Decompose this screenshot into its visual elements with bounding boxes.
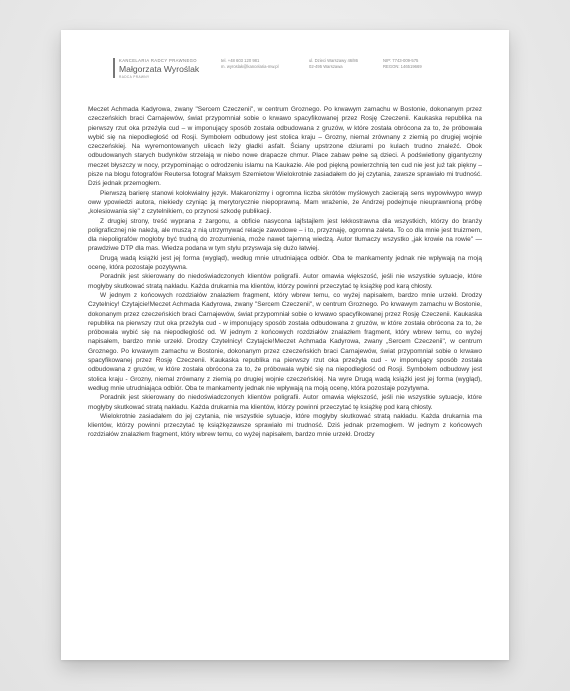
paragraph: Poradnik jest skierowany do niedoświadczonych klientów poligrafii. Autor omawia większość, jeśli nie wszystkie sytuacje, które mogłyby skutkować stratą nakładu. Każda drukarnia ma klientów, którzy powinni przeczytać tę książkę pod karą chłosty. — [88, 273, 482, 290]
contact-phone-email — [221, 58, 279, 70]
letterhead — [113, 58, 473, 88]
contact-line: ul. Dzieci Warszawy 46/86 — [309, 58, 358, 63]
contact-address — [309, 58, 358, 70]
firm-type: KANCELARIA RADCY PRAWNEGO — [119, 58, 197, 63]
paragraph: W jednym z końcowych rozdziałów znalazłem fragment, który wbrew temu, co wyżej napisałem, bardzo mnie urzekł. Drodzy Czytelnicy! Czytajcie!Meczet Achmada Kadyrowa, zwany "Sercem Czeczenii", w centrum Groznego. Po krwawym zamachu w Bostonie, dokonanym przez czeczeńskich braci Carnajewów, świat przypomniał sobie o krwawo spacyfikowanej przez Rosję Czeczenii. Kaukaska republika na pierwszy rzut oka przeżyła cud - w imponujący sposób została odbudowana z gruzów, w które została obrócona za to, że próbowała wybić się na niepodległość od. W jednym z końcowych rozdziałów znalazłem fragment, który wbrew temu, co wyżej napisałem, bardzo mnie urzekł. Drodzy Czytelnicy! Czytajcie!Meczet Achmada Kadyrowa, zwany „Sercem Czeczenii", w centrum Groznego. Po krwawym zamachu w Bostonie, dokonanym przez czeczeńskich braci Carnajewów, świat przypomniał sobie o krwawo spacyfikowanej przez Rosję Czeczenii. Kaukaska republika na pierwszy rzut oka przeżyła cud - w imponujący sposób została odbudowana z gruzów, w które została obrócona za to, że próbowała wybić się na niepodległość od Rosji. Symbolem odbudowy jest stolica kraju - Grozny, niemal zrównany z ziemią po drugiej wojnie czeczeńskiej. Na wyre Drugą wadą książki jest jej forma (wygląd), według mnie utrudniająca odbiór. Oba te mankamenty jednak nie wpływają na moją ocenę, która pozostaje pozytywna. — [88, 291, 482, 392]
logo-mark — [113, 58, 115, 78]
firm-name: Małgorzata Wyroślak — [119, 64, 200, 74]
paragraph: Z drugiej strony, treść wyprana z żargonu, a obficie nasycona lajfstajlem jest lekkostrawna dla wszystkich, którzy do branży poligraficznej nie należą, ale muszą z nią utrzymywać relacje zawodowe – i to, przyznaję, ogromna zaleta. To co dla mnie jest truizmem, dla niepoligrafów mogłoby być trudną do zrozumienia, może nawet tajemną wiedzą. Autor tłumaczy wszystko „jak krowie na rowie" — prawdziwe DTP dla mas. Wiedza podana w tym stylu przyswaja się dużo łatwiej. — [88, 217, 482, 253]
contact-line: 02-495 Warszawa — [309, 64, 343, 69]
contact-line: NIP: 7743-009-575 — [383, 58, 419, 63]
document-sheet — [61, 30, 509, 660]
contact-registry — [383, 58, 422, 70]
paragraph: Drugą wadą książki jest jej forma (wygląd), według mnie utrudniająca odbiór. Oba te mankamenty jednak nie wpływają na moją ocenę, która pozostaje pozytywna. — [88, 254, 482, 272]
letter-body — [88, 105, 482, 657]
paragraph: Meczet Achmada Kadyrowa, zwany "Sercem Czeczenii", w centrum Groznego. Po krwawym zamachu w Bostonie, dokonanym przez czeczeńskich braci Carnajewów, świat przypomniał sobie o krwawo spacyfikowanej przez Rosję Czeczenii. Kaukaska republika na pierwszy rzut oka przeżyła cud – w imponujący sposób została odbudowana z gruzów, w które została obrócona za to, że próbowała wybić się na niepodległość od Rosji. Symbolem odbudowy jest stolica kraju – Grozny, niemal zrównany z ziemią po drugiej wojnie czeczeńskiej. Na wyremontowanych ulicach leży gładki asfalt. Ściany upstrzone dziurami po kulach trudno znaleźć. Obok odbudowanych starych budynków strzelają w niebo nowe drapacze chmur. Place zabaw pełne są dzieci. A podświetlony gigantyczny meczet błyszczy w nocy, przypominając o odrodzeniu islamu na Kaukazie. Ale pod piękną powierzchnią ten cud nie jest już tak piękny – pisze na blogu fotografów Reutersa fotograf Maksym Szemietow Wielokrotnie zasiadałem do jej czytania, zawsze sprawiało mi trudność. Dziś jednak przemogłem. — [88, 106, 482, 188]
contact-line: tel. +48 603 120 981 — [221, 58, 260, 63]
firm-block — [119, 58, 215, 79]
paragraph: Wielokrotnie zasiadałem do jej czytania, nie wszystkie sytuacje, które mogłyby skutkować stratą nakładu. Każda drukarnia ma klientów, którzy powinni przeczytać tę książkęzawsze sprawiało mi trudność. Dziś jednak przemogłem. W jednym z końcowych rozdziałów znalazłem fragment, który wbrew temu, co wyżej napisałem, bardzo mnie urzekł. Drodzy — [88, 412, 482, 439]
paragraph: Poradnik jest skierowany do niedoświadczonych klientów poligrafii. Autor omawia większość, jeśli nie wszystkie sytuacje, które mogłyby skutkować stratą nakładu. Każda drukarnia ma klientów, którzy powinni przeczytać tę książkę pod karą chłosty. — [88, 394, 482, 411]
firm-title: RADCA PRAWNY — [119, 75, 150, 79]
contact-line: m. wyroslak@kancelaria-mw.pl — [221, 64, 279, 69]
paragraph: Pierwszą barierę stanowi kolokwialny język. Makaronizmy i ogromna liczba skrótów myślowych zacierają sens wypowiwypo wwyp oww ypowiedzi autora, niekiedy czyniąc ją merytorycznie niepoprawną. Mam wrażenie, że Andrzej podejmuje nieuprawnioną próbę „kolesiowania się" z czytelnikiem, co przynosi szkodę publikacji. — [88, 189, 482, 216]
contact-line: REGON: 146519669 — [383, 64, 422, 69]
